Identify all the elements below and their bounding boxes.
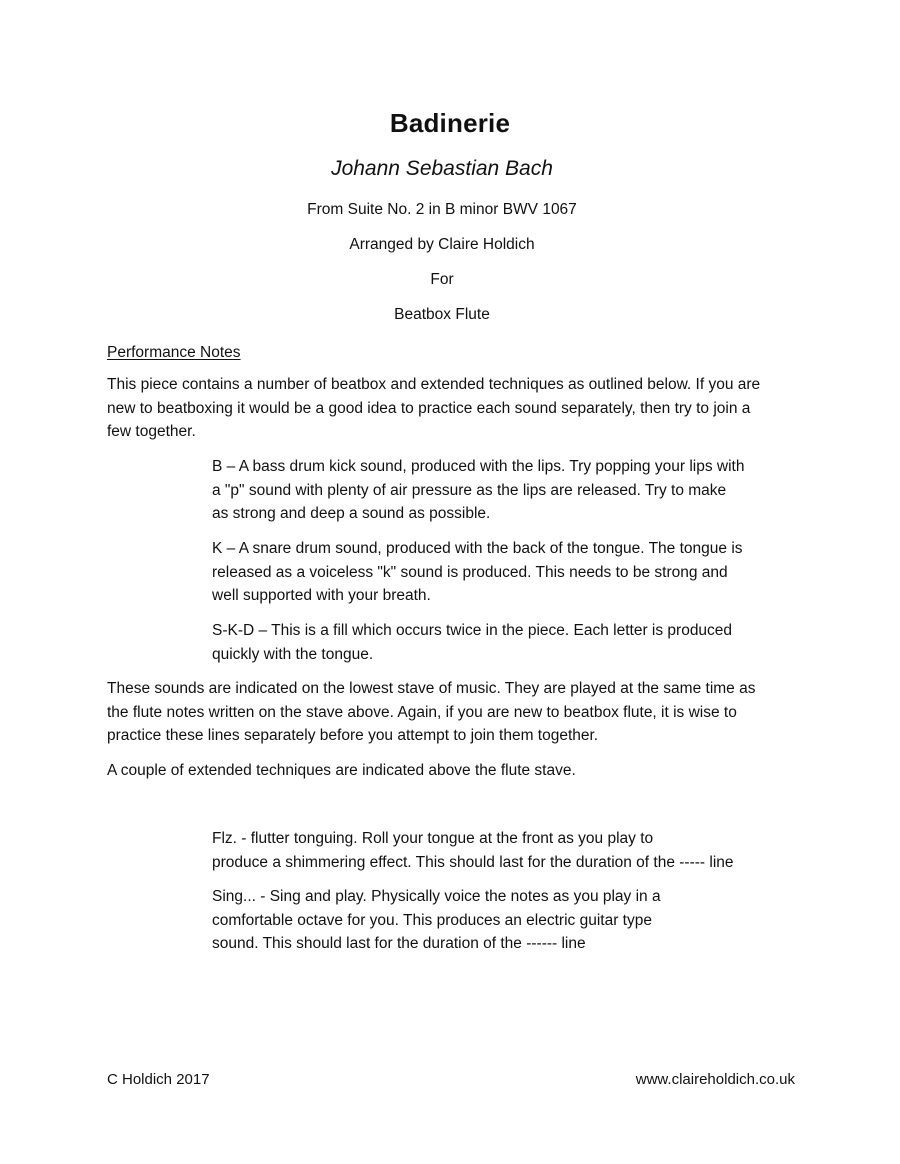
bass-drum-definition (212, 455, 744, 526)
definition-line: a "p" sound with plenty of air pressure as the lips are released. Try to make (212, 481, 727, 499)
sounds-line: practice these lines separately before you attempt to join them together. (107, 727, 599, 744)
intro-line: This piece contains a number of beatbox and extended techniques as outlined below. If you are (107, 376, 761, 393)
piece-title: Badinerie (389, 108, 511, 138)
instrument-line: Beatbox Flute (394, 306, 490, 323)
definition-line: K – A snare drum sound, produced with the back of the tongue. The tongue is (212, 540, 743, 557)
extended-techniques-paragraph (107, 759, 576, 783)
source-line: From Suite No. 2 in B minor BWV 1067 (307, 201, 577, 218)
definition-line: released as a voiceless "k" sound is produced. This needs to be strong and (212, 563, 728, 581)
sounds-paragraph (107, 677, 755, 748)
footer-website: www.claireholdich.co.uk (635, 1071, 795, 1088)
intro-paragraph (107, 373, 760, 444)
definition-line: well supported with your breath. (212, 587, 431, 604)
sounds-line: These sounds are indicated on the lowest stave of music. They are played at the same time as (107, 680, 756, 697)
sounds-line: the flute notes written on the stave above. Again, if you are new to beatbox flute, it is wise to (107, 703, 737, 721)
definition-line: B – A bass drum kick sound, produced with the lips. Try popping your lips with (212, 458, 745, 475)
arranger-line: Arranged by Claire Holdich (349, 236, 535, 253)
definition-line: produce a shimmering effect. This should last for the duration of the ----- line (212, 853, 734, 871)
composer-name: Johann Sebastian Bach (331, 157, 553, 180)
fill-definition (212, 619, 732, 666)
intro-line: few together. (107, 423, 196, 440)
footer-copyright: C Holdich 2017 (107, 1071, 210, 1088)
performance-notes-heading: Performance Notes (107, 344, 241, 361)
for-line: For (430, 271, 454, 288)
definition-line: as strong and deep a sound as possible. (212, 505, 491, 522)
definition-line: Flz. - flutter tonguing. Roll your tongue at the front as you play to (212, 830, 654, 847)
definition-line: Sing... - Sing and play. Physically voice the notes as you play in a (212, 888, 661, 905)
definition-line: sound. This should last for the duration of the ------ line (212, 935, 586, 952)
sing-and-play-definition (212, 885, 661, 956)
definition-line: quickly with the tongue. (212, 645, 374, 663)
definition-line: comfortable octave for you. This produces an electric guitar type (212, 911, 652, 929)
intro-line: new to beatboxing it would be a good idea to practice each sound separately, then try to join a (107, 399, 751, 417)
extended-line: A couple of extended techniques are indicated above the flute stave. (107, 762, 576, 779)
snare-drum-definition (212, 537, 743, 608)
definition-line: S-K-D – This is a fill which occurs twice in the piece. Each letter is produced (212, 622, 733, 639)
flutter-tonguing-definition (212, 827, 734, 874)
